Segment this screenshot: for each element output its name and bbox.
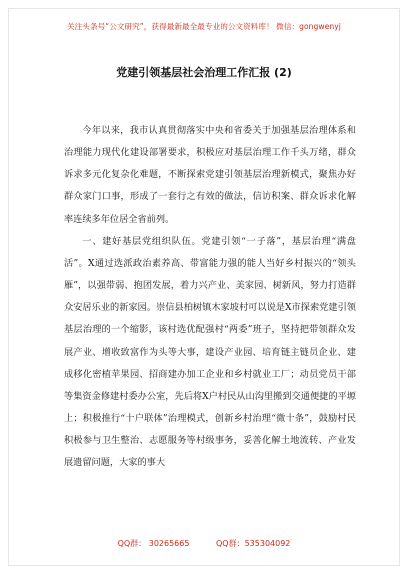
footer-qq-group-1: QQ群： 30265665 [117, 539, 190, 548]
document-title: 党建引领基层社会治理工作汇报 (2) [116, 66, 292, 79]
footer-banner [0, 538, 408, 549]
paragraph-intro: 今年以来，我市认真贯彻落实中央和省委关于加强基层治理体系和治理能力现代化建设部署要求，积极应对基层治理工作千头万绪，群众诉求多元化复杂化难题，不断探索党建引领基层治理新模式，聚焦办好群众家门口事，形成了一套行之有效的做法，信访积案、群众诉求化解率连续多年位居全省前列。 [64, 125, 356, 225]
paragraph-section-1: 一、建好基层党组织队伍。党建引领“一子落”，基层治理“满盘活”。X通过选派政治素养高、带富能力强的能人当好乡村振兴的“领头雁”，以强带弱、抱团发展，着力兴产业、美家园、树新风，努力打造群众安居乐业的新家园。崇信县柏树镇木家坡村可以说是X市探索党建引领基层治理的一个缩影，该村选优配强村“两委”班子，坚持把带领群众发展产业、增收致富作为头等大事，建设产业园、培育链主链员企业、建成移化密植苹果园、招商建办加工企业和乡村就业工厂；动员党员干部等集资金修建村委办公室，先后将X户村民从山沟里搬到交通便捷的平塬上；积极推行“十户联体”治理模式，创新乡村治理“微十条”，鼓励村民积极参与卫生整治、志愿服务等村级事务，妥善化解土地流转、产业发展遗留问题，大家的事大 [64, 235, 356, 469]
document-body [64, 120, 356, 475]
header-banner: 关注头条号“公文研究”，获得最新最全最专业的公文资料库！ 微信：gongwenyj [67, 22, 341, 31]
footer-qq-group-2: QQ群：535304092 [216, 539, 291, 548]
